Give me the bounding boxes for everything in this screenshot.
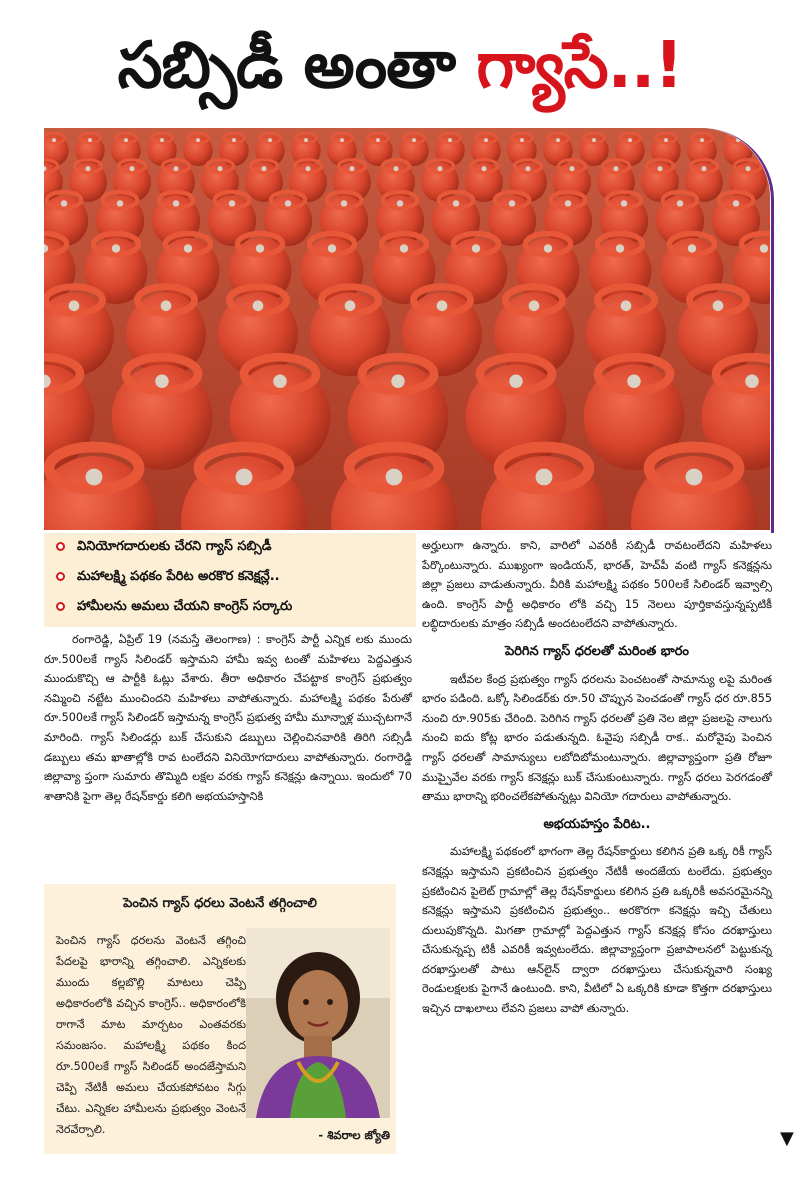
headline (0, 14, 800, 124)
bullet-item: వినియోగదారులకు చేరని గ్యాస్ సబ్సిడీ (56, 539, 271, 557)
bullet-item: మహాలక్ష్మి పథకం పేరిట అరకొర కనెక్షన్లే.. (56, 569, 280, 587)
subheading: పెరిగిన గ్యాస్ ధరలతో మరింత భారం (504, 643, 689, 659)
subheading: అభయహస్తం పేరిట.. (543, 816, 651, 832)
down-arrow-icon: ▼ (780, 1128, 794, 1149)
right-paragraph: ఇటీవల కేంద్ర ప్రభుత్వం గ్యాస్ ధరలను పెంచటంతో సామాన్యు లపై మరింత భారం పడింది. ఒక్కో సిలిండర్‌కు రూ.50 చొప్పున పెంచడంతో గ్యాస్ ధర రూ.855 నుంచి రూ.905కు చేరింది. పెరిగిన గ్యాస్ ధరలతో ప్రతి నెల జిల్లా ప్రజలపై నాలుగు నుంచి ఐదు కోట్ల భారం పడుతున్నది. ఓవైపు సబ్సిడీ రాక.. మరోవైపు పెంచిన గ్యాస్ ధరలతో సామాన్యులు లబోదిబోమంటున్నారు. జిల్లావ్యాప్తంగా ప్రతి రోజూ ముప్పైవేల వరకు గ్యాస్ కనెక్షన్లు బుక్ చేసుకుంటున్నారు. గ్యాస్ ధరలు పెరగడంతో తాము భారాన్ని భరించలేకపోతున్నట్లు వినియో గదారులు వాపోతున్నారు. (422, 672, 772, 804)
right-paragraph: అర్హులుగా ఉన్నారు. కాని, వారిలో ఎవరికీ సబ్సిడీ రావటంలేదని మహిళలు పేర్కొంటున్నారు. ముఖ్యంగా ఇండియన్, భారత్, హెచ్‌పీ వంటి గ్యాస్ కనెక్షన్లను జిల్లా ప్రజలు వాడుతున్నారు. వీరికి మహాలక్ష్మి పథకం 500లకే సిలిండర్ ఇవ్వాల్సి ఉంది. కాంగ్రెస్ పార్టీ అధికారం లోకి వచ్చి 15 నెలలు పూర్తికావస్తున్నప్పటికీ లబ్ధిదారులకు మాత్రం సబ్సిడీ అందటంలేదని వాపోతున్నారు. (422, 539, 772, 631)
right-column (422, 536, 772, 1019)
bullet-item: హామీలను అమలు చేయని కాంగ్రెస్ సర్కారు (56, 599, 292, 617)
quote-body: పెంచిన గ్యాస్ ధరలను వెంటనే తగ్గించి పేదలపై భారాన్ని తగ్గించాలి. ఎన్నికలకు ముందు కల్లబొల్లి మాటలు చెప్పి అధికారంలోకి వచ్చిన కాంగ్రెస్.. అధికారంలోకి రాగానే మాట మార్చటం ఎంతవరకు సమంజసం. మహాలక్ష్మి పథకం కింద రూ.500లకే గ్యాస్ సిలిండర్ అందజేస్తామని చెప్పి నేటికీ అమలు చేయకపోవటం సిగ్గు చేటు. ఎన్నికల హామీలను ప్రభుత్వం వెంటనే నెరవేర్చాలి. (56, 934, 246, 1136)
ring-bullet-icon (56, 542, 65, 551)
left-paragraph: రంగారెడ్డి, ఏప్రిల్ 19 (నమస్తే తెలంగాణ) : కాంగ్రెస్ పార్టీ ఎన్నిక లకు ముందు రూ.500లకే గ్యాస్ సిలిండర్ ఇస్తామని హామీ ఇవ్వ టంతో మహిళలు పెద్దఎత్తున ముందుకొచ్చి ఆ పార్టీకి ఓట్లు వేశారు. తీరా అధికారం చేపట్టాక కాంగ్రెస్ ప్రభుత్వం నమ్మించి నట్టేట ముంచిందని మహిళలు వాపోతున్నారు. మహాలక్ష్మి పథకం పేరుతో రూ.500లకే గ్యాస్ సిలిండర్ ఇస్తామన్న కాంగ్రెస్ ప్రభుత్వ హామీ మూన్నాళ్ల ముచ్చటగానే మారింది. గ్యాస్ సిలిండర్లు బుక్ చేసుకుని డబ్బులు చెల్లించినవారికి తిరిగి సబ్సిడీ డబ్బులు తమ ఖాతాల్లోకి రావ టంలేదని వినియోగదారులు వాపోతున్నారు. రంగారెడ్డి జిల్లావ్యా ప్తంగా సుమారు తొమ్మిది లక్షల వరకు గ్యాస్ కనెక్షన్లు ఉన్నాయి. ఇందులో 70 శాతానికి పైగా తెల్ల రేషన్‌కార్డు కలిగి అభయహస్తానికి (44, 633, 412, 803)
quote-title: పెంచిన గ్యాస్ ధరలు వెంటనే తగ్గించాలి (123, 896, 317, 911)
author-portrait (246, 928, 390, 1118)
ring-bullet-icon (56, 602, 65, 611)
quote-author: - శివరాల జ్యోతి (318, 1128, 390, 1142)
ring-bullet-icon (56, 572, 65, 581)
highlight-bullets (44, 533, 416, 627)
headline-part1: సబ్సిడీ అంతా (117, 29, 477, 103)
left-column (44, 630, 412, 806)
headline-part2: గ్యాసే..! (476, 29, 683, 103)
right-paragraph: మహాలక్ష్మి పథకంలో భాగంగా తెల్ల రేషన్‌కార్డులు కలిగిన ప్రతి ఒక్క రికీ గ్యాస్ కనెక్షన్లు ఇస్తామని ప్రకటించిన ప్రభుత్వం నేటికీ అందజేయ టంలేదు. ప్రభుత్వం ప్రకటించిన పైలెట్ గ్రామాల్లో తెల్ల రేషన్‌కార్డులు కలిగిన ప్రతి ఒక్కరికీ అవసరమైనన్ని కనెక్షన్లు ఇస్తామని ప్రకటించిన ప్రభుత్వం.. అరకొరగా కనెక్షన్లు ఇచ్చి చేతులు దులుపుకొన్నది. మిగతా గ్రామాల్లో పెద్దఎత్తున గ్యాస్ కనెక్షన్ల కోసం దరఖాస్తులు చేసుకున్నప్ప టికీ ఎవరికీ ఇవ్వటంలేదు. జిల్లావ్యాప్తంగా ప్రజాపాలనలో పెట్టుకున్న దరఖాస్తులతో పాటు ఆన్‌లైన్ ద్వారా దరఖాస్తులు చేసుకున్నవారి సంఖ్య రెండులక్షలకు పైగానే ఉంటుంది. కాని, వీటిలో ఏ ఒక్కరికి కూడా కొత్తగా దరఖాస్తులు ఇచ్చిన దాఖలాలు లేవని ప్రజలు వాపో తున్నారు. (422, 845, 772, 1016)
gas-cylinders-photo (44, 128, 770, 530)
